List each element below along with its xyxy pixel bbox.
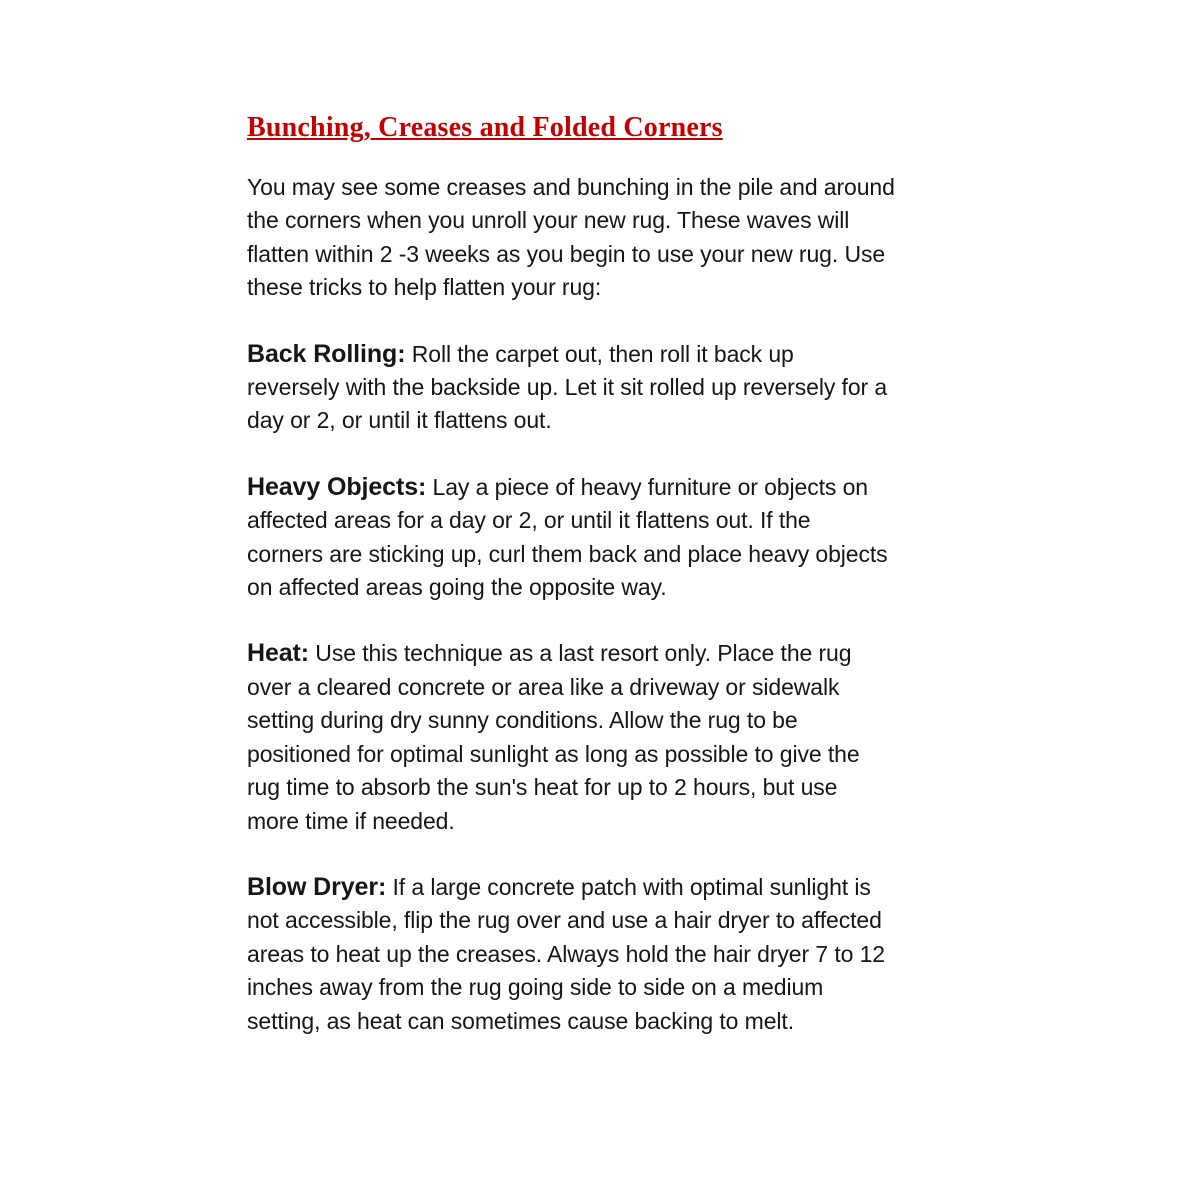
text-line: flatten within 2 -3 weeks as you begin to use your new rug. Use [247,240,886,267]
text-line: You may see some creases and bunching in the pile and around [247,174,895,200]
text-line: setting during dry sunny conditions. Allow the rug to be [247,707,798,734]
text-line: reversely with the backside up. Let it sit rolled up reversely for a [247,374,888,401]
text-line [247,471,987,504]
paragraph-back-rolling [247,338,987,438]
text-line: positioned for optimal sunlight as long as possible to give the [247,740,860,767]
text-line: inches away from the rug going side to side on a medium [247,974,824,1001]
text-line: rug time to absorb the sun's heat for up to 2 hours, but use [247,774,838,801]
text-line: not accessible, flip the rug over and use a hair dryer to affected [247,907,882,934]
text-line: corners are sticking up, curl them back and place heavy objects [247,540,888,567]
text-line [247,871,987,904]
text-line [247,637,987,670]
section-lead-blow-dryer: Blow Dryer: [247,872,387,901]
text-line-rest: Use this technique as a last resort only. Place the rug [309,640,852,667]
text-line: over a cleared concrete or area like a driveway or sidewalk [247,673,840,700]
document-page [247,111,987,1071]
text-line-rest: Lay a piece of heavy furniture or objects on [426,473,868,500]
text-line: affected areas for a day or 2, or until it flattens out. If the [247,507,811,534]
paragraph-heavy-objects [247,471,987,605]
text-line [247,338,987,371]
section-lead-heat: Heat: [247,639,310,668]
section-lead-heavy-objects: Heavy Objects: [247,472,427,501]
text-line: areas to heat up the creases. Always hold the hair dryer 7 to 12 [247,940,885,967]
text-line: more time if needed. [247,807,455,834]
paragraph-intro [247,171,987,305]
paragraph-heat [247,637,987,837]
text-line-rest: Roll the carpet out, then roll it back up [405,340,794,367]
text-line: setting, as heat can sometimes cause backing to melt. [247,1007,794,1034]
section-lead-back-rolling: Back Rolling: [247,339,406,368]
text-line: these tricks to help flatten your rug: [247,274,602,301]
text-line: day or 2, or until it flattens out. [247,407,552,434]
document-title: Bunching, Creases and Folded Corners [247,112,723,143]
paragraph-blow-dryer [247,871,987,1038]
text-line-rest: If a large concrete patch with optimal sunlight is [386,873,871,900]
text-line: on affected areas going the opposite way. [247,574,667,601]
text-line: the corners when you unroll your new rug. These waves will [247,207,850,234]
